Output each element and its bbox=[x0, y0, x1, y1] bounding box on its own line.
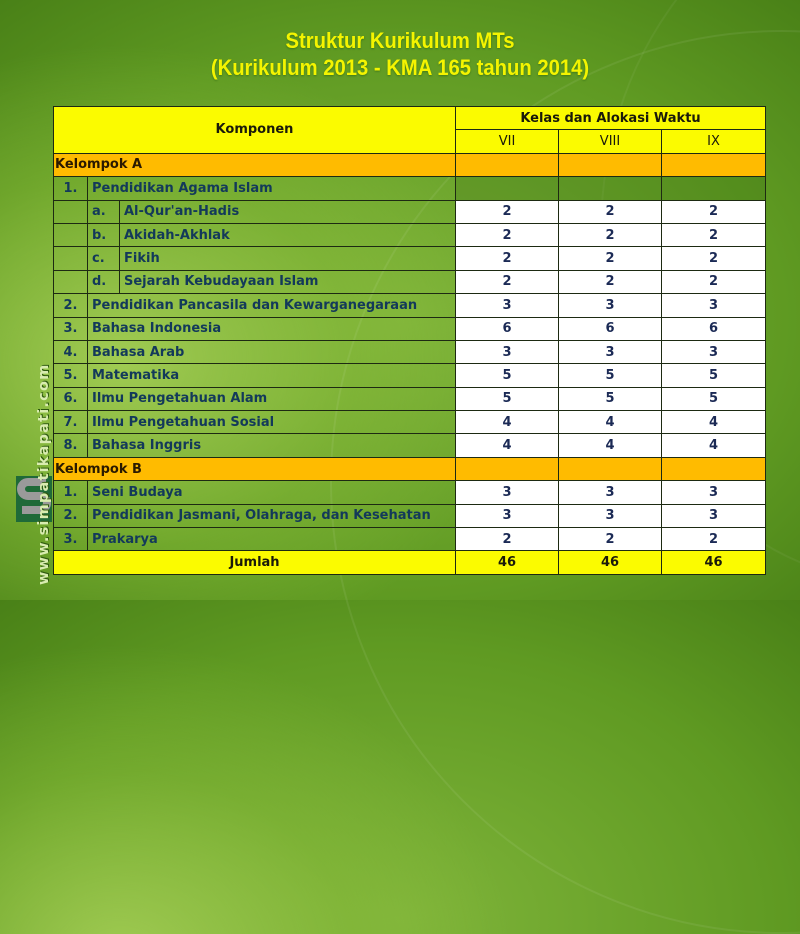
empty-cell bbox=[54, 270, 88, 293]
hours-viii: 2 bbox=[559, 223, 662, 246]
table-row bbox=[54, 340, 766, 363]
hours-vii: 3 bbox=[456, 481, 559, 504]
subject-name: Bahasa Inggris bbox=[88, 434, 456, 457]
hours-vii: 2 bbox=[456, 528, 559, 551]
hours-vii: 6 bbox=[456, 317, 559, 340]
header-class-ix: IX bbox=[662, 130, 766, 153]
row-number: 4. bbox=[54, 340, 88, 363]
row-number: 3. bbox=[54, 317, 88, 340]
empty-cell bbox=[54, 223, 88, 246]
hours-vii: 2 bbox=[456, 247, 559, 270]
hours-viii: 3 bbox=[559, 294, 662, 317]
table-row bbox=[54, 481, 766, 504]
empty-cell bbox=[559, 177, 662, 200]
empty-cell bbox=[456, 457, 559, 480]
row-number: 1. bbox=[54, 177, 88, 200]
table-row bbox=[54, 411, 766, 434]
empty-cell bbox=[662, 457, 766, 480]
hours-ix: 3 bbox=[662, 294, 766, 317]
subject-name: Matematika bbox=[88, 364, 456, 387]
hours-viii: 3 bbox=[559, 340, 662, 363]
hours-vii: 3 bbox=[456, 340, 559, 363]
hours-ix: 3 bbox=[662, 340, 766, 363]
hours-vii: 4 bbox=[456, 411, 559, 434]
sub-letter: d. bbox=[88, 270, 120, 293]
header-komponen: Komponen bbox=[54, 107, 456, 154]
table-row bbox=[54, 504, 766, 527]
slide-title: Struktur Kurikulum MTs bbox=[285, 28, 515, 53]
row-number: 7. bbox=[54, 411, 88, 434]
hours-vii: 2 bbox=[456, 223, 559, 246]
hours-viii: 4 bbox=[559, 411, 662, 434]
empty-cell bbox=[662, 153, 766, 176]
total-row bbox=[54, 551, 766, 574]
hours-ix: 4 bbox=[662, 411, 766, 434]
subject-name: Bahasa Arab bbox=[88, 340, 456, 363]
total-vii: 46 bbox=[456, 551, 559, 574]
hours-ix: 2 bbox=[662, 200, 766, 223]
empty-cell bbox=[559, 457, 662, 480]
header-kelas-alokasi: Kelas dan Alokasi Waktu bbox=[456, 107, 766, 130]
header-class-viii: VIII bbox=[559, 130, 662, 153]
hours-ix: 6 bbox=[662, 317, 766, 340]
subject-name: Pendidikan Pancasila dan Kewarganegaraan bbox=[88, 294, 456, 317]
hours-viii: 2 bbox=[559, 200, 662, 223]
table-row-sub bbox=[54, 270, 766, 293]
row-number: 5. bbox=[54, 364, 88, 387]
subject-name: Bahasa Indonesia bbox=[88, 317, 456, 340]
subject-name: Fikih bbox=[120, 247, 456, 270]
hours-viii: 3 bbox=[559, 504, 662, 527]
hours-viii: 4 bbox=[559, 434, 662, 457]
table-header-row bbox=[54, 107, 766, 130]
empty-cell bbox=[456, 153, 559, 176]
hours-ix: 5 bbox=[662, 387, 766, 410]
group-row-kelompok-a bbox=[54, 153, 766, 176]
hours-ix: 2 bbox=[662, 223, 766, 246]
empty-cell bbox=[662, 177, 766, 200]
table-row bbox=[54, 364, 766, 387]
watermark-text: www.simpatikapati.com bbox=[36, 363, 52, 585]
hours-viii: 2 bbox=[559, 270, 662, 293]
hours-ix: 5 bbox=[662, 364, 766, 387]
hours-vii: 2 bbox=[456, 200, 559, 223]
hours-vii: 3 bbox=[456, 504, 559, 527]
hours-ix: 2 bbox=[662, 270, 766, 293]
hours-vii: 3 bbox=[456, 294, 559, 317]
row-number: 2. bbox=[54, 294, 88, 317]
hours-ix: 2 bbox=[662, 247, 766, 270]
hours-viii: 6 bbox=[559, 317, 662, 340]
hours-ix: 3 bbox=[662, 481, 766, 504]
hours-viii: 2 bbox=[559, 247, 662, 270]
subject-name: Al-Qur'an-Hadis bbox=[120, 200, 456, 223]
row-number: 2. bbox=[54, 504, 88, 527]
total-label: Jumlah bbox=[54, 551, 456, 574]
row-number: 8. bbox=[54, 434, 88, 457]
group-label: Kelompok B bbox=[54, 457, 456, 480]
sub-letter: b. bbox=[88, 223, 120, 246]
empty-cell bbox=[559, 153, 662, 176]
hours-ix: 3 bbox=[662, 504, 766, 527]
hours-ix: 4 bbox=[662, 434, 766, 457]
subject-name: Sejarah Kebudayaan Islam bbox=[120, 270, 456, 293]
curriculum-table bbox=[53, 106, 766, 575]
table-row bbox=[54, 434, 766, 457]
table-row-sub bbox=[54, 247, 766, 270]
subject-name: Seni Budaya bbox=[88, 481, 456, 504]
hours-viii: 2 bbox=[559, 528, 662, 551]
total-ix: 46 bbox=[662, 551, 766, 574]
subject-name: Ilmu Pengetahuan Sosial bbox=[88, 411, 456, 434]
table-row bbox=[54, 294, 766, 317]
total-viii: 46 bbox=[559, 551, 662, 574]
hours-vii: 2 bbox=[456, 270, 559, 293]
subject-name: Akidah-Akhlak bbox=[120, 223, 456, 246]
group-row-kelompok-b bbox=[54, 457, 766, 480]
sub-letter: a. bbox=[88, 200, 120, 223]
subject-name: Pendidikan Agama Islam bbox=[88, 177, 456, 200]
table-row bbox=[54, 317, 766, 340]
hours-vii: 5 bbox=[456, 387, 559, 410]
subject-name: Pendidikan Jasmani, Olahraga, dan Kesehatan bbox=[88, 504, 456, 527]
subject-name: Prakarya bbox=[88, 528, 456, 551]
table-row bbox=[54, 387, 766, 410]
hours-vii: 5 bbox=[456, 364, 559, 387]
subject-name: Ilmu Pengetahuan Alam bbox=[88, 387, 456, 410]
hours-viii: 3 bbox=[559, 481, 662, 504]
empty-cell bbox=[456, 177, 559, 200]
hours-vii: 4 bbox=[456, 434, 559, 457]
header-class-vii: VII bbox=[456, 130, 559, 153]
hours-viii: 5 bbox=[559, 387, 662, 410]
table-row-pai bbox=[54, 177, 766, 200]
empty-cell bbox=[54, 200, 88, 223]
table-row-sub bbox=[54, 200, 766, 223]
row-number: 3. bbox=[54, 528, 88, 551]
table-row-sub bbox=[54, 223, 766, 246]
row-number: 1. bbox=[54, 481, 88, 504]
sub-letter: c. bbox=[88, 247, 120, 270]
row-number: 6. bbox=[54, 387, 88, 410]
group-label: Kelompok A bbox=[54, 153, 456, 176]
empty-cell bbox=[54, 247, 88, 270]
slide-subtitle: (Kurikulum 2013 - KMA 165 tahun 2014) bbox=[210, 55, 590, 80]
hours-viii: 5 bbox=[559, 364, 662, 387]
table-row bbox=[54, 528, 766, 551]
hours-ix: 2 bbox=[662, 528, 766, 551]
